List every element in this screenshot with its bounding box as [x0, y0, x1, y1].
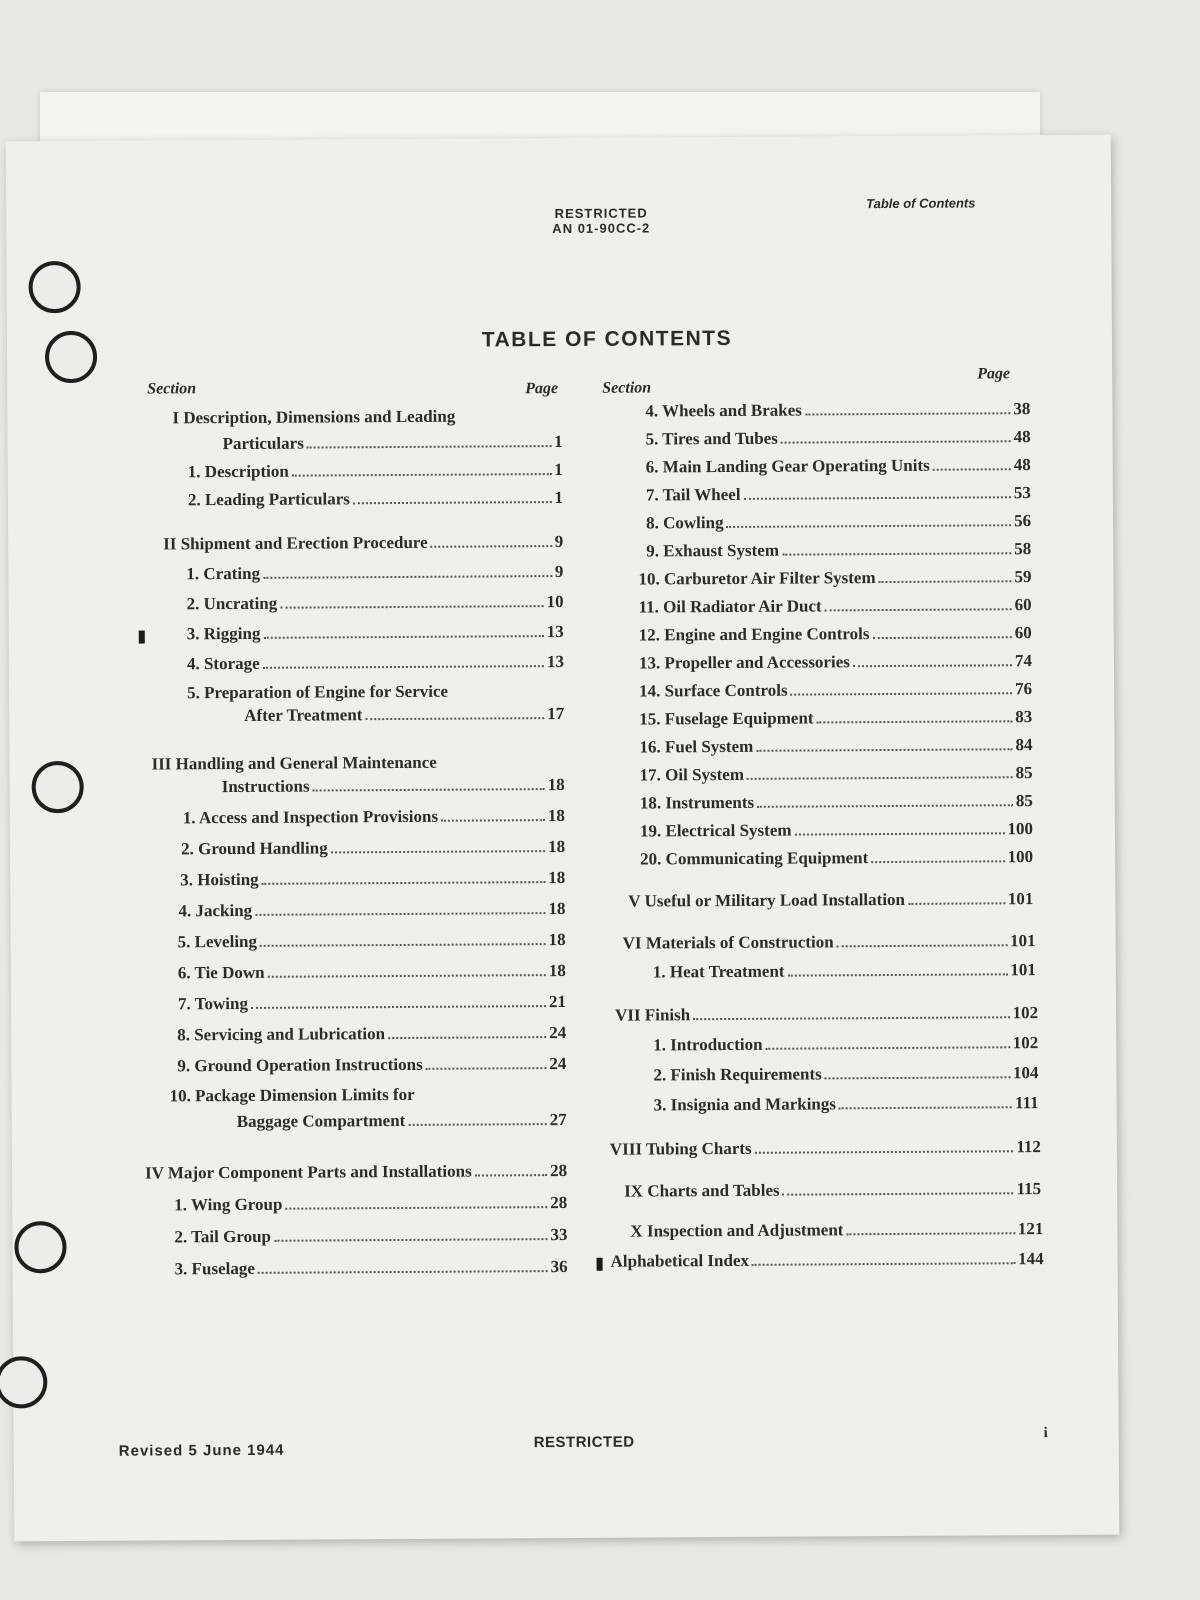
entry-page: 1: [554, 431, 563, 452]
toc-entry: [244, 704, 564, 728]
dot-leader: [431, 533, 552, 548]
entry-title: 2. Leading Particulars: [187, 489, 350, 510]
dot-leader: [263, 623, 543, 639]
entry-title: Baggage Compartment: [236, 1110, 406, 1131]
toc-entry: [640, 819, 1033, 843]
dot-leader: [292, 461, 552, 477]
footer-revised-date: Revised 5 June 1944: [118, 1441, 285, 1460]
entry-page: 13: [546, 621, 564, 642]
dot-leader: [781, 428, 1011, 443]
entry-page: 144: [1018, 1249, 1044, 1269]
entry-page: 102: [1012, 1003, 1039, 1023]
entry-title: 1. Heat Treatment: [652, 961, 785, 982]
entry-page: 48: [1013, 455, 1031, 475]
entry-page: 18: [547, 805, 565, 826]
toc-entry: [175, 1257, 568, 1281]
toc-entry: [628, 889, 1033, 913]
revision-bar: [139, 631, 145, 644]
toc-entry: [654, 1093, 1039, 1117]
entry-page: 17: [547, 703, 565, 724]
toc-entry: [178, 992, 566, 1016]
dot-leader: [426, 1055, 547, 1070]
entry-page: 121: [1017, 1219, 1044, 1239]
dot-leader: [794, 820, 1004, 835]
dot-leader: [388, 1024, 546, 1039]
entry-title: 18. Instruments: [639, 792, 755, 813]
entry-page: 9: [554, 561, 564, 582]
dot-leader: [693, 1004, 1009, 1020]
entry-title: Instructions: [221, 776, 310, 797]
entry-title: 19. Electrical System: [639, 820, 792, 841]
toc-entry: [639, 679, 1032, 703]
dot-leader: [933, 456, 1011, 470]
entry-page: 83: [1015, 707, 1033, 727]
dot-leader: [783, 1180, 1014, 1195]
revision-bar: [597, 1258, 603, 1271]
toc-entry: [177, 1023, 566, 1047]
entry-page: 102: [1012, 1033, 1039, 1053]
entry-page: 18: [548, 898, 566, 919]
toc-entry: [611, 1249, 1044, 1274]
footer-classification: RESTRICTED: [533, 1433, 635, 1452]
entry-title: 5. Tires and Tubes: [645, 428, 778, 449]
entry-title: 4. Wheels and Brakes: [645, 400, 802, 421]
entry-page: 104: [1012, 1063, 1039, 1083]
entry-title: 3. Fuselage: [174, 1258, 255, 1279]
entry-title: Particulars: [222, 433, 304, 454]
binder-hole-4: [14, 1221, 66, 1273]
entry-title: 1. Wing Group: [174, 1194, 283, 1215]
toc-entry: [639, 735, 1032, 759]
dot-leader: [475, 1162, 547, 1176]
entry-page: 1: [554, 459, 563, 480]
binder-hole-3: [32, 761, 84, 813]
entry-title: IV Major Component Parts and Installations: [144, 1161, 472, 1183]
entry-page: 28: [550, 1192, 568, 1213]
entry-page: 56: [1014, 511, 1032, 531]
toc-entry: [639, 623, 1032, 647]
dot-leader: [260, 931, 546, 947]
entry-page: 59: [1014, 567, 1032, 587]
entry-title: 14. Surface Controls: [639, 680, 788, 701]
entry-title: 6. Tie Down: [177, 962, 265, 983]
dot-leader: [825, 596, 1012, 611]
entry-page: 60: [1014, 623, 1032, 643]
entry-title: After Treatment: [244, 705, 363, 725]
toc-entry: [178, 899, 565, 923]
dot-leader: [756, 736, 1012, 752]
dot-leader: [285, 1194, 547, 1210]
toc-entry: [178, 961, 566, 985]
dot-leader: [755, 1138, 1014, 1154]
entry-page: 36: [550, 1256, 568, 1277]
entry-title: 2. Uncrating: [186, 593, 278, 614]
entry-title: 5. Leveling: [177, 931, 258, 952]
binder-hole-1: [28, 261, 80, 313]
entry-page: 9: [554, 531, 564, 552]
toc-entry: [653, 1033, 1038, 1057]
header-running-title: Table of Contents: [866, 195, 976, 212]
entry-title: VII Finish: [615, 1005, 691, 1025]
entry-title: 9. Exhaust System: [646, 540, 780, 561]
col-header-page-left: Page: [525, 380, 559, 398]
entry-title: 2. Finish Requirements: [653, 1064, 822, 1085]
dot-leader: [879, 568, 1012, 583]
entry-title: 13. Propeller and Accessories: [638, 652, 850, 673]
entry-page: 1: [554, 487, 563, 508]
dot-leader: [441, 807, 545, 822]
entry-title: 3. Insignia and Markings: [653, 1094, 837, 1115]
entry-title: II Shipment and Erection Procedure: [163, 532, 428, 554]
col-header-page-right: Page: [977, 365, 1011, 383]
binder-hole-5: [0, 1356, 47, 1408]
entry-title: 3. Rigging: [186, 623, 261, 644]
dot-leader: [805, 400, 1011, 415]
toc-entry: [640, 763, 1033, 787]
entry-page: 24: [549, 1022, 567, 1043]
entry-title: 1. Description: [187, 461, 289, 482]
toc-entry: [646, 511, 1031, 535]
toc-entry: [624, 1179, 1041, 1204]
header-classification: RESTRICTED: [554, 205, 648, 222]
toc-entry: [181, 837, 565, 861]
toc-entry: [187, 592, 564, 616]
dot-leader: [262, 869, 546, 885]
entry-title: V Useful or Military Load Installation: [628, 889, 906, 911]
toc-entry: [653, 960, 1036, 984]
toc-entry: [174, 1193, 567, 1217]
entry-title: 1. Access and Inspection Provisions: [182, 806, 439, 828]
toc-entry: [178, 930, 566, 954]
dot-leader: [787, 961, 1007, 976]
dot-leader: [765, 1034, 1009, 1049]
dot-leader: [408, 1111, 547, 1126]
entry-title: 8. Cowling: [646, 513, 724, 533]
entry-page: 18: [548, 867, 566, 888]
entry-title: 17. Oil System: [639, 764, 745, 785]
col-header-section-right: Section: [602, 379, 652, 397]
toc-entry: [222, 775, 565, 799]
dot-leader: [263, 563, 552, 579]
entry-title: Alphabetical Index: [610, 1250, 750, 1271]
dot-leader: [908, 890, 1005, 905]
toc-entry: [237, 1110, 567, 1134]
entry-page: 60: [1014, 595, 1032, 615]
dot-leader: [782, 540, 1011, 555]
dot-leader: [263, 653, 544, 669]
toc-entry: [630, 1219, 1043, 1244]
dot-leader: [251, 993, 546, 1009]
toc-entry: [646, 455, 1031, 479]
toc-entry: [639, 595, 1032, 619]
toc-entry: [145, 1161, 567, 1186]
toc-entry: [180, 868, 565, 892]
entry-title: IX Charts and Tables: [624, 1180, 780, 1201]
toc-entry: [640, 847, 1033, 871]
entry-page: 28: [549, 1160, 568, 1181]
entry-page: 18: [548, 960, 566, 981]
dot-leader: [846, 1220, 1015, 1235]
toc-entry: [646, 483, 1031, 507]
toc-entry: [177, 1054, 566, 1078]
toc-entry: [615, 1003, 1038, 1028]
dot-leader: [853, 652, 1012, 667]
page-header: [526, 205, 676, 236]
entry-page: 85: [1015, 791, 1033, 811]
dot-leader: [839, 1094, 1012, 1109]
dot-leader: [365, 705, 544, 720]
entry-page: 18: [548, 929, 566, 950]
toc-entry-line: 5. Preparation of Engine for Service: [187, 681, 449, 703]
toc-entry: [183, 806, 565, 830]
toc-entry: [639, 707, 1032, 731]
entry-title: 9. Ground Operation Instructions: [177, 1054, 423, 1076]
toc-entry: [610, 1137, 1041, 1162]
page-title: TABLE OF CONTENTS: [481, 326, 733, 352]
entry-page: 74: [1014, 651, 1032, 671]
dot-leader: [747, 764, 1013, 780]
entry-page: 33: [550, 1224, 568, 1245]
header-doc-number: AN 01-90CC-2: [552, 220, 651, 237]
toc-entry: [223, 432, 563, 456]
dot-leader: [752, 1250, 1015, 1266]
entry-page: 101: [1007, 889, 1034, 909]
entry-title: 1. Crating: [186, 563, 261, 584]
dot-leader: [258, 1258, 548, 1274]
toc-entry: [187, 652, 564, 676]
entry-title: VIII Tubing Charts: [609, 1138, 752, 1159]
toc-entry: [646, 539, 1031, 563]
dot-leader: [353, 489, 552, 504]
entry-page: 53: [1013, 483, 1031, 503]
entry-page: 48: [1013, 427, 1031, 447]
entry-title: 20. Communicating Equipment: [640, 848, 869, 869]
entry-page: 76: [1015, 679, 1033, 699]
entry-title: 15. Fuselage Equipment: [639, 708, 814, 729]
toc-entry: [174, 1225, 567, 1249]
dot-leader: [817, 708, 1013, 723]
toc-entry: [623, 931, 1036, 956]
entry-title: 4. Storage: [186, 653, 260, 674]
entry-page: 115: [1016, 1179, 1042, 1199]
entry-page: 100: [1007, 847, 1034, 867]
entry-page: 85: [1015, 763, 1033, 783]
toc-entry: [646, 427, 1031, 451]
entry-title: VI Materials of Construction: [622, 932, 834, 953]
entry-title: 2. Ground Handling: [181, 838, 328, 859]
entry-title: 12. Engine and Engine Controls: [638, 624, 870, 645]
entry-page: 10: [546, 591, 564, 612]
dot-leader: [825, 1064, 1010, 1079]
entry-page: 112: [1016, 1137, 1041, 1157]
entry-page: 21: [548, 991, 567, 1012]
entry-page: 100: [1007, 819, 1034, 839]
entry-title: 11. Oil Radiator Air Duct: [638, 596, 822, 617]
dot-leader: [757, 792, 1013, 808]
dot-leader: [255, 900, 545, 916]
entry-title: 2. Tail Group: [174, 1226, 272, 1247]
document-page: [6, 135, 1120, 1542]
toc-entry-line: I Description, Dimensions and Leading: [172, 406, 456, 428]
binder-hole-2: [45, 331, 97, 383]
entry-page: 84: [1015, 735, 1033, 755]
dot-leader: [274, 1226, 548, 1242]
entry-page: 101: [1010, 960, 1036, 980]
entry-page: 111: [1014, 1093, 1039, 1113]
dot-leader: [790, 680, 1012, 695]
toc-entry: [638, 567, 1031, 591]
dot-leader: [837, 932, 1008, 947]
entry-page: 18: [547, 774, 565, 795]
dot-leader: [307, 433, 551, 448]
toc-entry: [163, 532, 563, 556]
toc-entry: [645, 399, 1030, 423]
entry-title: 1. Introduction: [653, 1034, 763, 1055]
entry-title: 8. Servicing and Lubrication: [177, 1024, 386, 1045]
dot-leader: [312, 776, 544, 791]
entry-title: 7. Towing: [177, 993, 249, 1014]
dot-leader: [872, 624, 1011, 639]
dot-leader: [726, 512, 1011, 528]
entry-title: 4. Jacking: [178, 900, 253, 921]
entry-title: 7. Tail Wheel: [645, 484, 741, 505]
entry-page: 101: [1010, 931, 1036, 951]
toc-entry: [188, 460, 563, 484]
toc-entry: [640, 791, 1033, 815]
entry-page: 38: [1013, 399, 1031, 419]
dot-leader: [268, 962, 546, 978]
dot-leader: [280, 593, 543, 609]
entry-page: 27: [549, 1109, 567, 1130]
toc-entry: [639, 651, 1032, 675]
entry-page: 18: [547, 836, 566, 857]
toc-entry: [187, 622, 564, 646]
dot-leader: [331, 838, 545, 853]
footer-page-number: i: [1043, 1425, 1048, 1442]
toc-entry: [653, 1063, 1038, 1087]
entry-page: 58: [1014, 539, 1032, 559]
toc-entry-line: III Handling and General Maintenance: [151, 752, 437, 774]
entry-title: 16. Fuel System: [639, 736, 754, 757]
entry-page: 13: [546, 651, 564, 672]
entry-title: 3. Hoisting: [180, 869, 259, 890]
toc-entry: [186, 562, 563, 586]
entry-page: 24: [549, 1053, 567, 1074]
col-header-section-left: Section: [147, 380, 197, 398]
toc-entry-line: 10. Package Dimension Limits for: [169, 1084, 415, 1106]
entry-title: X Inspection and Adjustment: [630, 1220, 844, 1241]
dot-leader: [871, 848, 1004, 863]
entry-title: 10. Carburetor Air Filter System: [638, 568, 876, 589]
dot-leader: [743, 484, 1010, 500]
entry-title: 6. Main Landing Gear Operating Units: [645, 455, 930, 477]
toc-entry: [188, 488, 563, 512]
